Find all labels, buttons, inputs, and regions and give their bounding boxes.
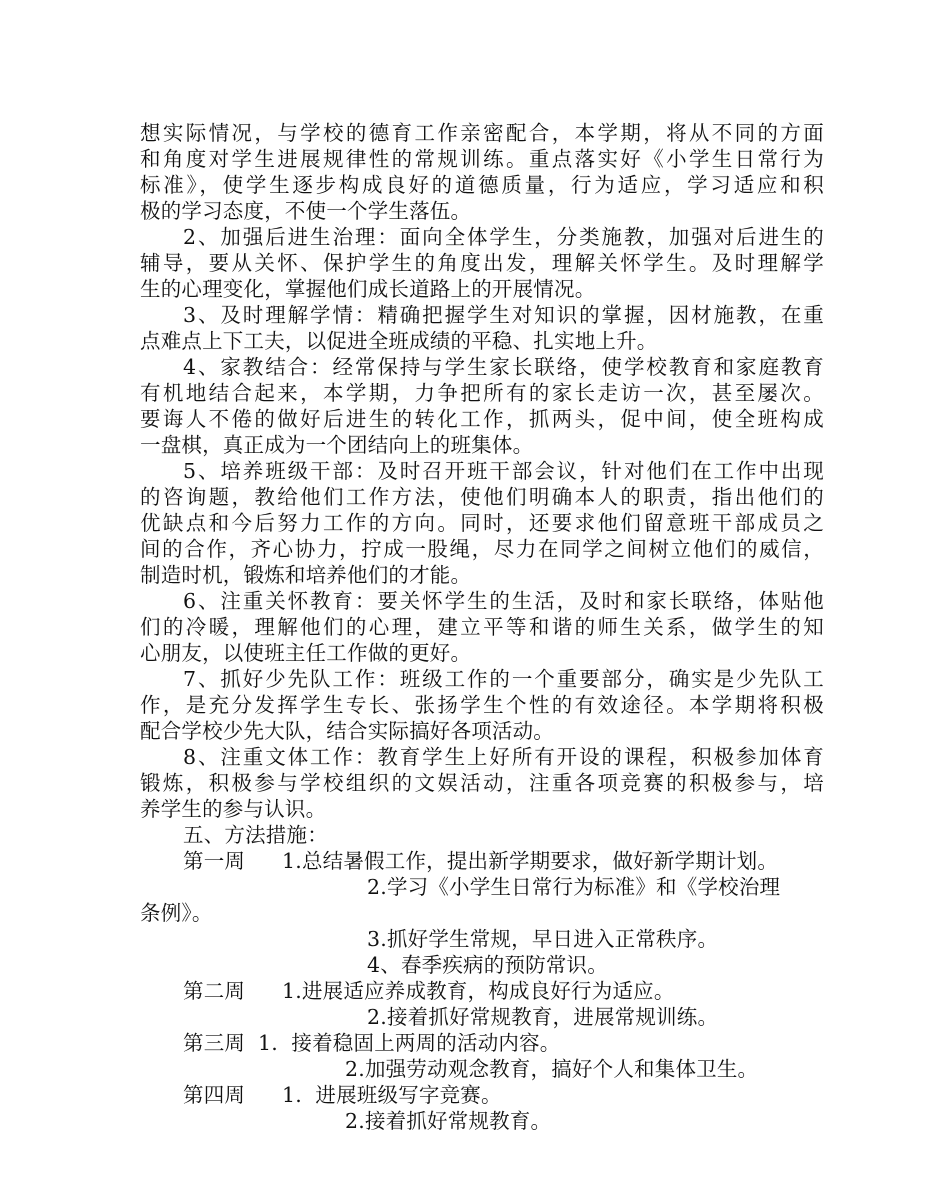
paragraph-line: 有机地结合起来，本学期，力争把所有的家长走访一次，甚至屡次。 xyxy=(140,381,824,405)
week-item: 3.抓好学生常规，早日进入正常秩序。 xyxy=(367,927,719,951)
week-item: 2.学习《小学生日常行为标准》和《学校治理 xyxy=(367,875,781,899)
paragraph-line: 作，是充分发挥学生专长、张扬学生个性的有效途径。本学期将积极 xyxy=(140,693,824,717)
week-label: 第一周 xyxy=(183,849,246,873)
week-item: 1. 接着稳固上两周的活动内容。 xyxy=(258,1031,561,1055)
paragraph-line: 点难点上下工夫，以促进全班成绩的平稳、扎实地上升。 xyxy=(140,329,658,353)
week-label: 第三周 xyxy=(183,1031,246,1055)
paragraph-line: 辅导，要从关怀、保护学生的角度出发，理解关怀学生。及时理解学 xyxy=(140,251,824,275)
paragraph-line: 生的心理变化，掌握他们成长道路上的开展情况。 xyxy=(140,277,596,301)
week-item: 1.总结暑假工作，提出新学期要求，做好新学期计划。 xyxy=(282,849,779,873)
week-label: 第二周 xyxy=(183,979,246,1003)
week-item: 1.进展适应养成教育，构成良好行为适应。 xyxy=(282,979,675,1003)
week-item: 2.加强劳动观念教育，搞好个人和集体卫生。 xyxy=(345,1057,759,1081)
paragraph-line: 锻炼，积极参与学校组织的文娱活动，注重各项竞赛的积极参与，培 xyxy=(140,771,824,795)
paragraph-line: 3、及时理解学情：精确把握学生对知识的掌握，因材施教，在重 xyxy=(183,303,824,327)
paragraph-line: 养学生的参与认识。 xyxy=(140,797,327,821)
paragraph-line: 6、注重关怀教育：要关怀学生的生活，及时和家长联络，体贴他 xyxy=(183,589,824,613)
paragraph-line: 优缺点和今后努力工作的方向。同时，还要求他们留意班干部成员之 xyxy=(140,511,824,535)
paragraph-line: 2、加强后进生治理：面向全体学生，分类施教，加强对后进生的 xyxy=(183,225,824,249)
paragraph-line: 制造时机，锻炼和培养他们的才能。 xyxy=(140,563,472,587)
paragraph-line: 和角度对学生进展规律性的常规训练。重点落实好《小学生日常行为 xyxy=(140,147,824,171)
week-item: 条例》。 xyxy=(140,901,213,925)
paragraph-line: 间的合作，齐心协力，拧成一股绳，尽力在同学之间树立他们的威信， xyxy=(140,537,824,561)
paragraph-line: 配合学校少先大队，结合实际搞好各项活动。 xyxy=(140,719,554,743)
section-heading: 五、方法措施： xyxy=(183,823,328,847)
paragraph-line: 5、培养班级干部：及时召开班干部会议，针对他们在工作中出现 xyxy=(183,459,824,483)
paragraph-line: 4、家教结合：经常保持与学生家长联络，使学校教育和家庭教育 xyxy=(183,355,824,379)
week-item: 1. 进展班级写字竞赛。 xyxy=(282,1083,502,1107)
paragraph-line: 心朋友，以使班主任工作做的更好。 xyxy=(140,641,472,665)
paragraph-line: 8、注重文体工作：教育学生上好所有开设的课程，积极参加体育 xyxy=(183,745,824,769)
week-label: 第四周 xyxy=(183,1083,246,1107)
paragraph-line: 极的学习态度，不使一个学生落伍。 xyxy=(140,199,472,223)
week-item: 2.接着抓好常规教育，进展常规训练。 xyxy=(367,1005,719,1029)
week-item: 2.接着抓好常规教育。 xyxy=(345,1109,552,1133)
paragraph-line: 要诲人不倦的做好后进生的转化工作，抓两头，促中间，使全班构成 xyxy=(140,407,824,431)
paragraph-line: 一盘棋，真正成为一个团结向上的班集体。 xyxy=(140,433,534,457)
paragraph-line: 的咨询题，教给他们工作方法，使他们明确本人的职责，指出他们的 xyxy=(140,485,824,509)
paragraph-line: 们的冷暖，理解他们的心理，建立平等和谐的师生关系，做学生的知 xyxy=(140,615,824,639)
week-item: 4、春季疾病的预防常识。 xyxy=(367,953,608,977)
paragraph-line: 想实际情况，与学校的德育工作亲密配合，本学期，将从不同的方面 xyxy=(140,121,824,145)
paragraph-line: 标准》，使学生逐步构成良好的道德质量，行为适应，学习适应和积 xyxy=(140,173,824,197)
paragraph-line: 7、抓好少先队工作：班级工作的一个重要部分，确实是少先队工 xyxy=(183,667,824,691)
